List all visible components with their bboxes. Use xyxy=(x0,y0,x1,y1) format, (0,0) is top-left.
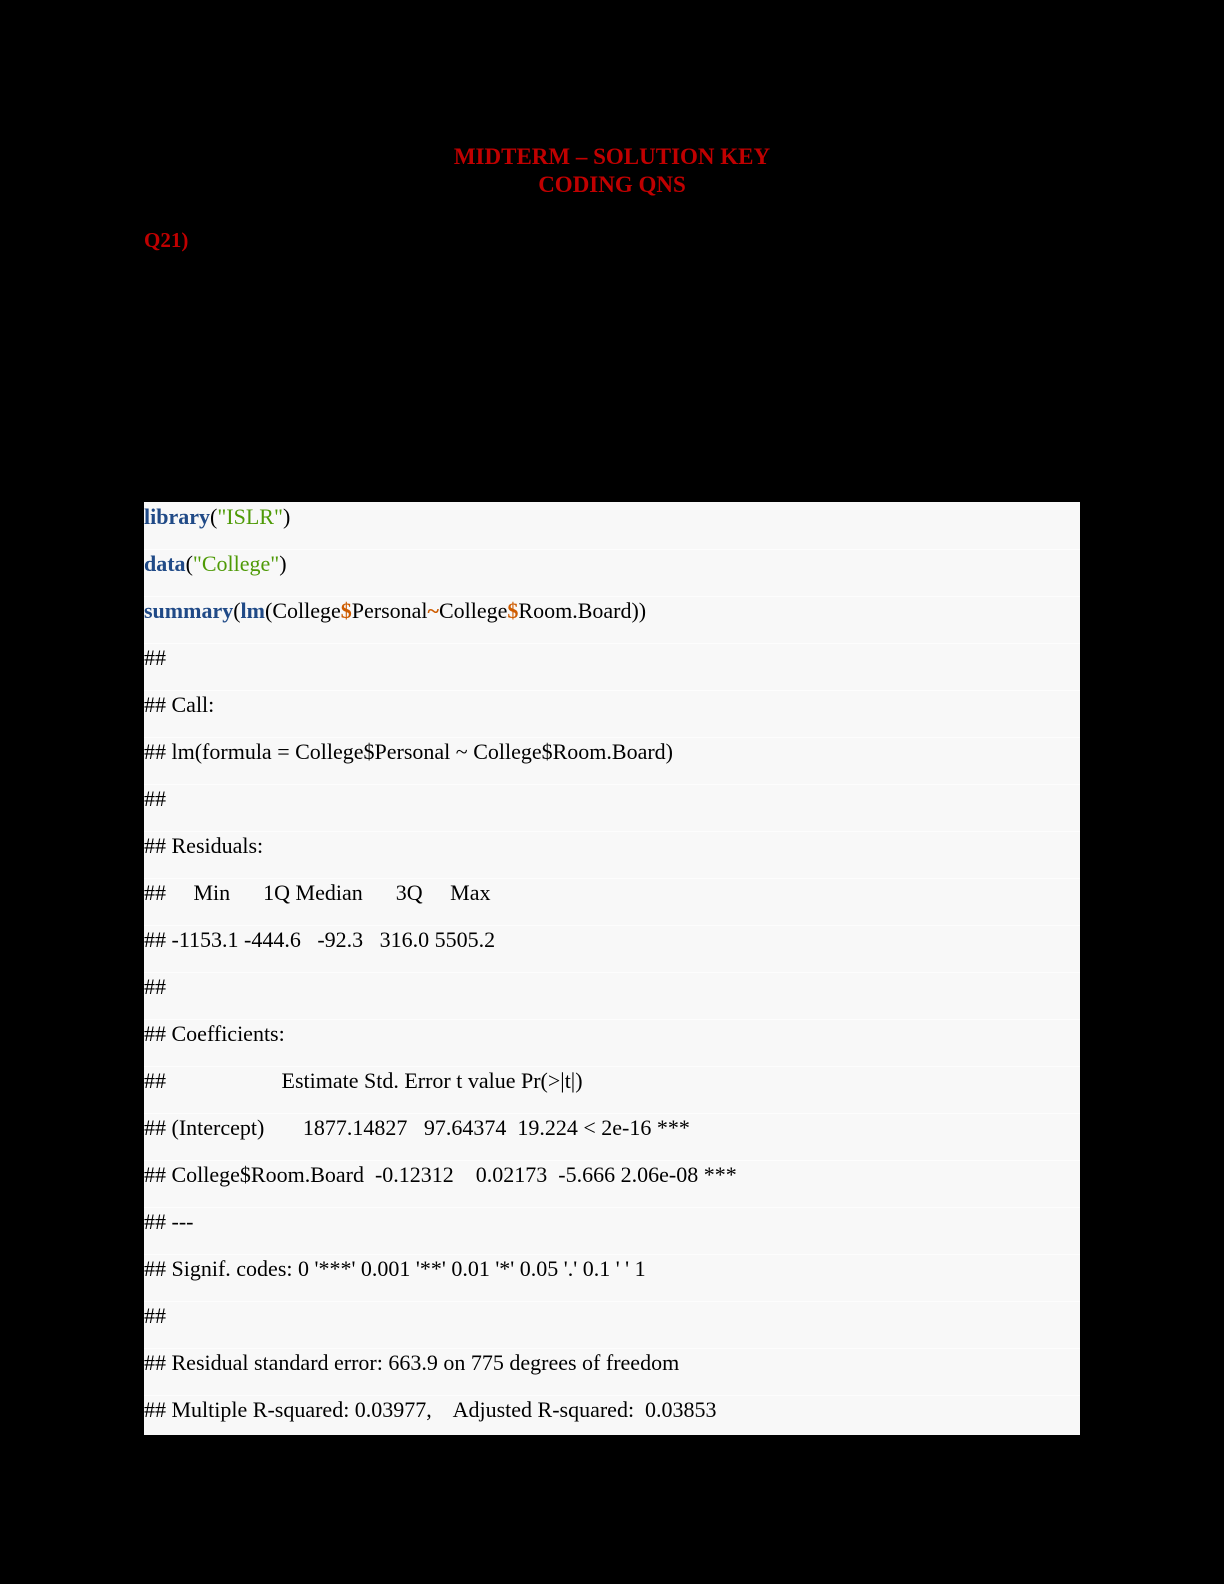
function-name: library xyxy=(144,504,210,529)
output-line: ## Residuals: xyxy=(144,831,1080,879)
string-literal: "ISLR" xyxy=(217,504,283,529)
function-name: lm xyxy=(240,598,265,623)
operator: $ xyxy=(507,598,519,623)
code-block xyxy=(144,502,1080,1435)
question-label: Q21) xyxy=(144,228,189,252)
output-line: ## Residual standard error: 663.9 on 775 degrees of freedom xyxy=(144,1348,1080,1396)
operator: $ xyxy=(340,598,352,623)
output-line: ## xyxy=(144,1301,1080,1349)
output-line: ## lm(formula = College$Personal ~ College$Room.Board) xyxy=(144,737,1080,785)
output-line: ## xyxy=(144,972,1080,1020)
output-line: ## Coefficients: xyxy=(144,1019,1080,1067)
function-name: summary xyxy=(144,598,234,623)
output-line: ## xyxy=(144,784,1080,832)
code-line-library: library("ISLR") xyxy=(144,502,1080,550)
output-line: ## (Intercept) 1877.14827 97.64374 19.224 < 2e-16 *** xyxy=(144,1113,1080,1161)
output-line: ## Multiple R-squared: 0.03977, Adjusted R-squared: 0.03853 xyxy=(144,1395,1080,1435)
document-title xyxy=(0,143,1224,199)
function-name: data xyxy=(144,551,186,576)
output-line: ## xyxy=(144,643,1080,691)
output-line: ## -1153.1 -444.6 -92.3 316.0 5505.2 xyxy=(144,925,1080,973)
string-literal: "College" xyxy=(192,551,280,576)
output-line: ## College$Room.Board -0.12312 0.02173 -5.666 2.06e-08 *** xyxy=(144,1160,1080,1208)
output-line: ## Estimate Std. Error t value Pr(>|t|) xyxy=(144,1066,1080,1114)
output-line: ## Call: xyxy=(144,690,1080,738)
title-line-1: MIDTERM – SOLUTION KEY xyxy=(453,144,771,169)
code-line-data: data("College") xyxy=(144,549,1080,597)
output-line: ## --- xyxy=(144,1207,1080,1255)
code-line-summary: summary(lm(College$Personal~College$Room.Board)) xyxy=(144,596,1080,644)
output-line: ## Min 1Q Median 3Q Max xyxy=(144,878,1080,926)
operator: ~ xyxy=(427,598,439,623)
output-line: ## Signif. codes: 0 '***' 0.001 '**' 0.01 '*' 0.05 '.' 0.1 ' ' 1 xyxy=(144,1254,1080,1302)
title-line-2: CODING QNS xyxy=(538,172,686,197)
